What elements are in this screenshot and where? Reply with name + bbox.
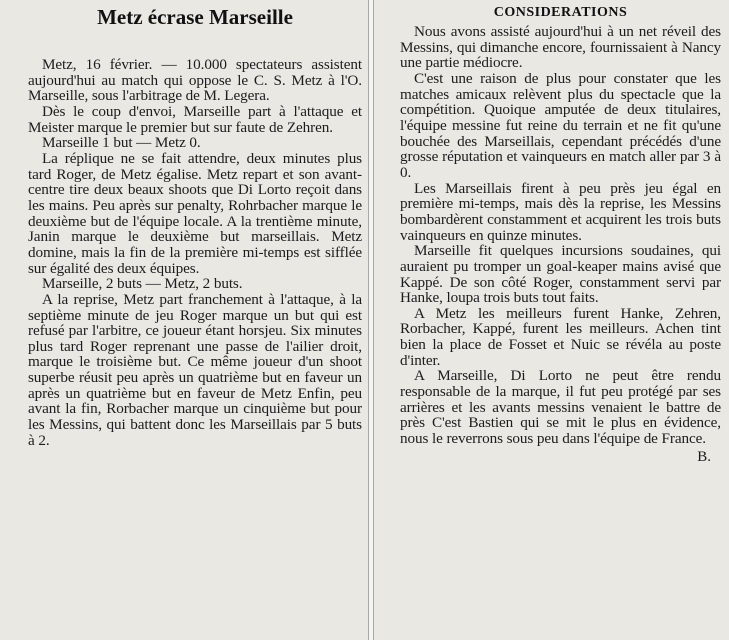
paragraph-marseille-best: A Marseille, Di Lorto ne peut être rendu responsable de la marque, il fut peu protégé par ses arrières et les avants messins venaient le battre de près C'est Bastien qui se mit le plus en évidence, nous le reverrons sous peu dans l'équipe de France. [400, 367, 721, 448]
section-title: CONSIDERATIONS [493, 5, 628, 20]
considerations-column [374, 0, 729, 640]
paragraph-intro: Metz, 16 février. — 10.000 spectateurs assistent aujourd'hui au match qui oppose le C. S. Metz à l'O. Marseille, sous l'arbitrage de M. Legera. [28, 56, 362, 105]
paragraph-marseillais: Les Marseillais firent à peu près jeu égal en première mi-temps, mais dès la reprise, les Messins bombardèrent constamment et acquirent les trois buts vainqueurs en quinze minutes. [400, 179, 721, 244]
paragraph-awakening: Nous avons assisté aujourd'hui à un net réveil des Messins, qui dimanche encore, fournissaient à Nancy une partie médiocre. [400, 23, 721, 72]
paragraph-first-half: La réplique ne se fait attendre, deux minutes plus tard Roger, de Metz égalise. Metz repart et son avant-centre tire deux beaux shoots que Di Lorto reçoit dans les mains. Peu après sur penalty, Rohrbacher marque le deuxième but de l'équipe locale. A la trentième minute, Janin marque le deuxième but marseillais. Metz domine, mais la fin de la première mi-temps est sifflée sur égalité des deux équipes. [28, 149, 362, 277]
paragraph-friendly-matches: C'est une raison de plus pour constater que les matches amicaux relèvent plus du spectacle que la compétition. Quoique amputée de deux titulaires, l'équipe messine fut reine du terrain et ne fit qu'une bouchée des Marseillais, cependant précédés d'une grosse réputation et vainqueurs en match aller par 3 à 0. [400, 69, 721, 181]
article-title: Metz écrase Marseille [97, 5, 293, 29]
author-signature: B. [697, 448, 711, 465]
score-line-1: Marseille 1 but — Metz 0. [42, 134, 201, 152]
paragraph-second-half: A la reprise, Metz part franchement à l'attaque, à la septième minute de jeu Roger marque un but qui est refusé par l'arbitre, ce joueur étant horsjeu. Six minutes plus tard Roger reprenant une passe de l'ailier droit, marque le troisième but. Ce même joueur d'un shoot superbe réusit peu après un quatrième but en faveur un après un quatrième but en faveur de Metz Enfin, peu avant la fin, Rorbacher marque un cinquième but pour les Messins, qui battent donc les Marseillais par 5 buts à 2. [28, 290, 362, 449]
paragraph-incursions: Marseille fit quelques incursions soudaines, qui auraient pu tromper un goal-keaper mains avisé que Kappé. De son côté Roger, constamment servi par Hanke, loupa trois buts tout faits. [400, 242, 721, 307]
paragraph-metz-best: A Metz les meilleurs furent Hanke, Zehren, Rorbacher, Kappé, furent les meilleurs. Achen tint bien la place de Fosset et Nuic se révéla au poste d'inter. [400, 304, 721, 369]
score-line-2: Marseille, 2 buts — Metz, 2 buts. [42, 275, 243, 293]
paragraph-kickoff: Dès le coup d'envoi, Marseille part à l'attaque et Meister marque le premier but sur faute de Zehren. [28, 102, 362, 136]
